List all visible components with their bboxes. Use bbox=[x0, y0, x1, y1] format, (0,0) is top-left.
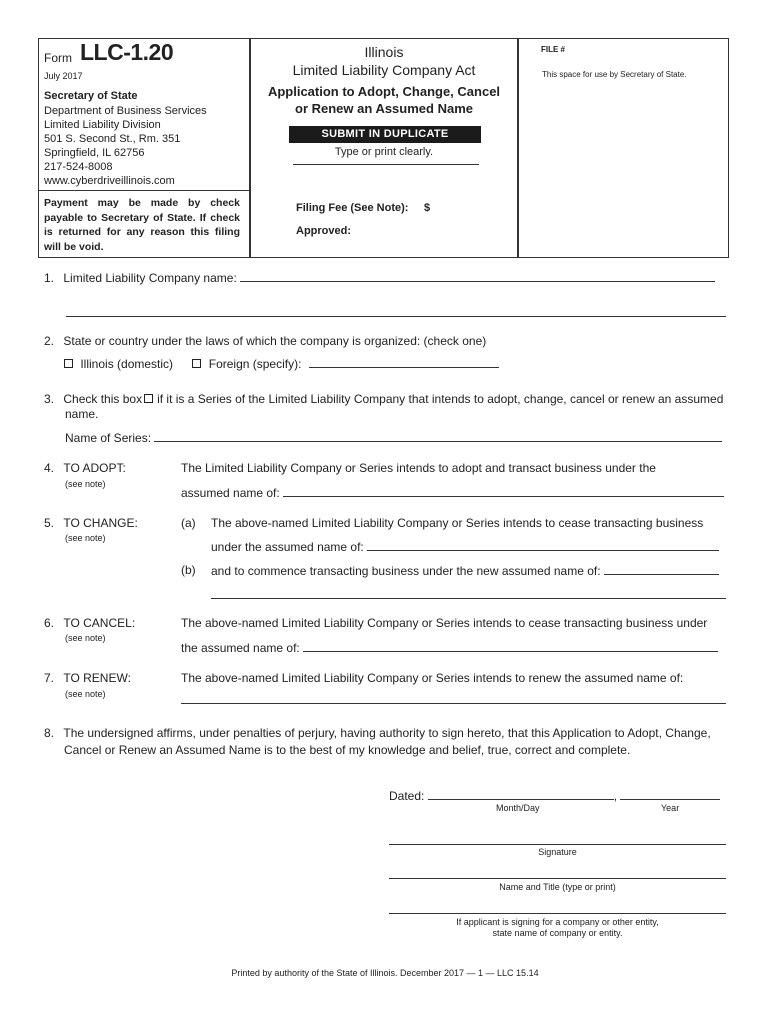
payment-note: Payment may be made by check payable to Secretary of State. If check is returned for any reason this filing will be void. bbox=[44, 197, 240, 253]
series-checkbox[interactable] bbox=[144, 394, 153, 403]
cancel-label: TO CANCEL: bbox=[63, 616, 136, 630]
agency-title: Secretary of State bbox=[44, 90, 138, 102]
adopt-text: The Limited Liability Company or Series intends to adopt and transact business under the bbox=[181, 461, 656, 475]
item-3-post: if it is a Series of the Limited Liability Company that intends to adopt, change, cancel or renew an assumed bbox=[157, 392, 724, 406]
dated-year-field[interactable] bbox=[620, 788, 720, 800]
cancel-see-note: (see note) bbox=[65, 633, 106, 643]
file-number-label: FILE # bbox=[541, 45, 566, 54]
cancel-row bbox=[181, 640, 718, 655]
filing-fee-label: Filing Fee (See Note): bbox=[296, 202, 409, 214]
item-4-label bbox=[44, 461, 126, 475]
adopt-text-2: assumed name of: bbox=[181, 486, 280, 500]
foreign-field[interactable] bbox=[309, 356, 499, 368]
name-title-caption: Name and Title (type or print) bbox=[499, 882, 616, 892]
agency-line: 501 S. Second St., Rm. 351 bbox=[44, 133, 181, 145]
company-name-field-2[interactable] bbox=[66, 305, 726, 317]
item-number: 2. bbox=[44, 334, 55, 348]
item-number: 1. bbox=[44, 271, 55, 285]
change-new-name-field-2[interactable] bbox=[211, 587, 726, 599]
entity-caption-2: state name of company or entity. bbox=[492, 928, 623, 938]
item-8 bbox=[44, 725, 734, 759]
act-title: Limited Liability Company Act bbox=[292, 62, 476, 78]
year-caption: Year bbox=[661, 803, 680, 813]
renew-label: TO RENEW: bbox=[63, 671, 131, 685]
signature-caption: Signature bbox=[538, 847, 577, 857]
form-title-2: or Renew an Assumed Name bbox=[295, 101, 473, 116]
approved-label: Approved: bbox=[296, 225, 351, 237]
item-number: 3. bbox=[44, 392, 55, 406]
change-a-row bbox=[211, 539, 719, 554]
form-date: July 2017 bbox=[44, 71, 83, 81]
cancel-text: The above-named Limited Liability Company or Series intends to cease transacting business under bbox=[181, 616, 708, 630]
item-3-cont: name. bbox=[65, 407, 99, 421]
agency-line: www.cyberdriveillinois.com bbox=[44, 175, 175, 187]
form-title-1: Application to Adopt, Change, Cancel bbox=[267, 84, 501, 99]
company-name-label: Limited Liability Company name: bbox=[63, 271, 237, 285]
item-5-label bbox=[44, 516, 138, 530]
type-note: Type or print clearly. bbox=[334, 146, 434, 158]
illinois-checkbox[interactable] bbox=[64, 359, 73, 368]
cancel-name-field[interactable] bbox=[303, 640, 718, 652]
change-a-marker: (a) bbox=[181, 516, 196, 530]
entity-caption-1: If applicant is signing for a company or other entity, bbox=[456, 917, 659, 927]
dated-comma: , bbox=[613, 789, 618, 803]
change-old-name-field[interactable] bbox=[367, 539, 719, 551]
agency-line: Springfield, IL 62756 bbox=[44, 147, 145, 159]
cancel-text-2: the assumed name of: bbox=[181, 641, 300, 655]
adopt-see-note: (see note) bbox=[65, 479, 106, 489]
change-a-text: The above-named Limited Liability Company or Series intends to cease transacting business bbox=[211, 516, 704, 530]
foreign-label: Foreign (specify): bbox=[208, 357, 302, 371]
item-number: 6. bbox=[44, 616, 55, 630]
adopt-label: TO ADOPT: bbox=[63, 461, 126, 475]
affirmation-line-1: The undersigned affirms, under penalties of perjury, having authority to sign hereto, that this Application to Adopt, Change, bbox=[63, 726, 711, 740]
affirmation-line-2: Cancel or Renew an Assumed Name is to the best of my knowledge and belief, true, correct and complete. bbox=[64, 743, 631, 757]
change-b-marker: (b) bbox=[181, 563, 196, 577]
item-7-label bbox=[44, 671, 131, 685]
renew-text: The above-named Limited Liability Company or Series intends to renew the assumed name of: bbox=[181, 671, 684, 685]
company-name-field[interactable] bbox=[240, 270, 715, 282]
item-3 bbox=[44, 392, 734, 406]
dated-row bbox=[389, 788, 720, 803]
change-see-note: (see note) bbox=[65, 533, 106, 543]
change-b-row bbox=[211, 563, 719, 578]
renew-name-field[interactable] bbox=[181, 692, 726, 704]
adopt-name-field[interactable] bbox=[283, 485, 724, 497]
form-number: LLC-1.20 bbox=[80, 39, 174, 65]
item-6-label bbox=[44, 616, 135, 630]
item-2 bbox=[44, 334, 486, 348]
name-title-field[interactable] bbox=[389, 867, 726, 879]
item-number: 8. bbox=[44, 726, 55, 740]
signature-field[interactable] bbox=[389, 833, 726, 845]
item-2-options bbox=[62, 356, 499, 371]
series-row bbox=[65, 430, 722, 445]
change-a-text-2: under the assumed name of: bbox=[211, 540, 364, 554]
form-label: Form bbox=[44, 51, 72, 65]
item-number: 4. bbox=[44, 461, 55, 475]
filing-fee-symbol: $ bbox=[424, 202, 431, 214]
change-b-text: and to commence transacting business under the new assumed name of: bbox=[211, 564, 601, 578]
dated-monthday-field[interactable] bbox=[428, 788, 614, 800]
agency-line: Department of Business Services bbox=[44, 105, 207, 117]
submit-banner: SUBMIT IN DUPLICATE bbox=[289, 126, 481, 143]
item-3-pre: Check this box bbox=[63, 392, 143, 406]
header-middle-divider bbox=[293, 164, 479, 165]
agency-line: Limited Liability Division bbox=[44, 119, 161, 131]
state-title: Illinois bbox=[364, 44, 404, 60]
file-box-note: This space for use by Secretary of State. bbox=[542, 70, 687, 79]
monthday-caption: Month/Day bbox=[496, 803, 540, 813]
series-field[interactable] bbox=[154, 430, 722, 442]
agency-line: 217-524-8008 bbox=[44, 161, 113, 173]
adopt-row bbox=[181, 485, 724, 500]
agency-address bbox=[44, 104, 207, 188]
item-number: 5. bbox=[44, 516, 55, 530]
item-2-text: State or country under the laws of which the company is organized: (check one) bbox=[63, 334, 487, 348]
header-left-divider bbox=[38, 190, 250, 191]
change-label: TO CHANGE: bbox=[63, 516, 138, 530]
illinois-label: Illinois (domestic) bbox=[80, 357, 174, 371]
change-new-name-field[interactable] bbox=[604, 563, 719, 575]
renew-see-note: (see note) bbox=[65, 689, 106, 699]
series-label: Name of Series: bbox=[65, 431, 152, 445]
item-number: 7. bbox=[44, 671, 55, 685]
foreign-checkbox[interactable] bbox=[192, 359, 201, 368]
item-1 bbox=[44, 270, 728, 285]
page-footer: Printed by authority of the State of Illinois. December 2017 — 1 — LLC 15.14 bbox=[231, 968, 539, 978]
entity-field[interactable] bbox=[389, 902, 726, 914]
dated-label: Dated: bbox=[389, 789, 425, 803]
